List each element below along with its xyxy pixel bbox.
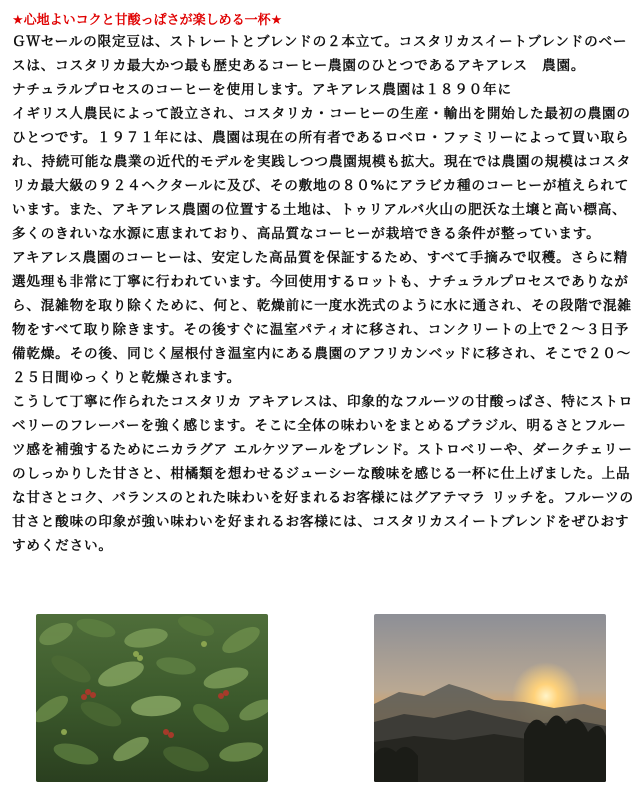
paragraph-intro: ＧＷセールの限定豆は、ストレートとブレンドの２本立て。コスタリカスイートブレンドのベースは、コスタリカ最大かつ最も歴史あるコーヒー農園のひとつであるアキアレス 農園。 ナチュラルプロセスのコーヒーを使用します。アキアレス農園は１８９０年に イギリス人農民によって設立され、コスタリカ・コーヒーの生産・輸出を開始した最初の農園のひとつです。１９７１年には、農園は現在の所有者であるロベロ・ファミリーによって買い取られ、持続可能な農業の近代的モデルを実践しつつ農園規模も拡大。現在では農園の規模はコスタリカ最大級の９２４ヘクタールに及び、その敷地の８０%にアラビカ種のコーヒーが植えられています。また、アキアレス農園の位置する土地は、トゥリアルバ火山の肥沃な土壌と高い標高、多くのきれいな水源に恵まれており、高品質なコーヒーが栽培できる条件が整っています。 — [12, 34, 632, 242]
article-body — [12, 30, 634, 558]
coffee-plant-photo — [36, 614, 268, 782]
farm-sunset-photo — [374, 614, 606, 782]
headline: ★心地よいコクと甘酸っぱさが楽しめる一杯★ — [12, 13, 283, 28]
article — [12, 12, 634, 558]
paragraph-flavor: こうして丁寧に作られたコスタリカ アキアレスは、印象的なフルーツの甘酸っぱさ、特にストロベリーのフレーバーを強く感じます。そこに全体の味わいをまとめるブラジル、明るさとフルーツ感を補強するためにニカラグア エルケツアールをブレンド。ストロベリーや、ダークチェリーのしっかりした甘さと、柑橘類を想わせるジューシーな酸味を感じる一杯に仕上げました。上品な甘さとコク、バランスのとれた味わいを好まれるお客様にはグアテマラ リッチを。フルーツの甘さと酸味の印象が強い味わいを好まれるお客様には、コスタリカスイートブレンドをぜひおすすめください。 — [12, 394, 634, 554]
paragraph-processing: アキアレス農園のコーヒーは、安定した高品質を保証するため、すべて手摘みで収穫。さらに精選処理も非常に丁寧に行われています。今回使用するロットも、ナチュラルプロセスでありながら、混雑物を取り除くために、何と、乾燥前に一度水洗式のように水に通され、その段階で混雑物をすべて取り除きます。その後すぐに温室パティオに移され、コンクリートの上で２～３日予備乾燥。その後、同じく屋根付き温室内にある農園のアフリカンベッドに移され、そこで２０～２５日間ゆっくりと乾燥されます。 — [12, 250, 632, 386]
